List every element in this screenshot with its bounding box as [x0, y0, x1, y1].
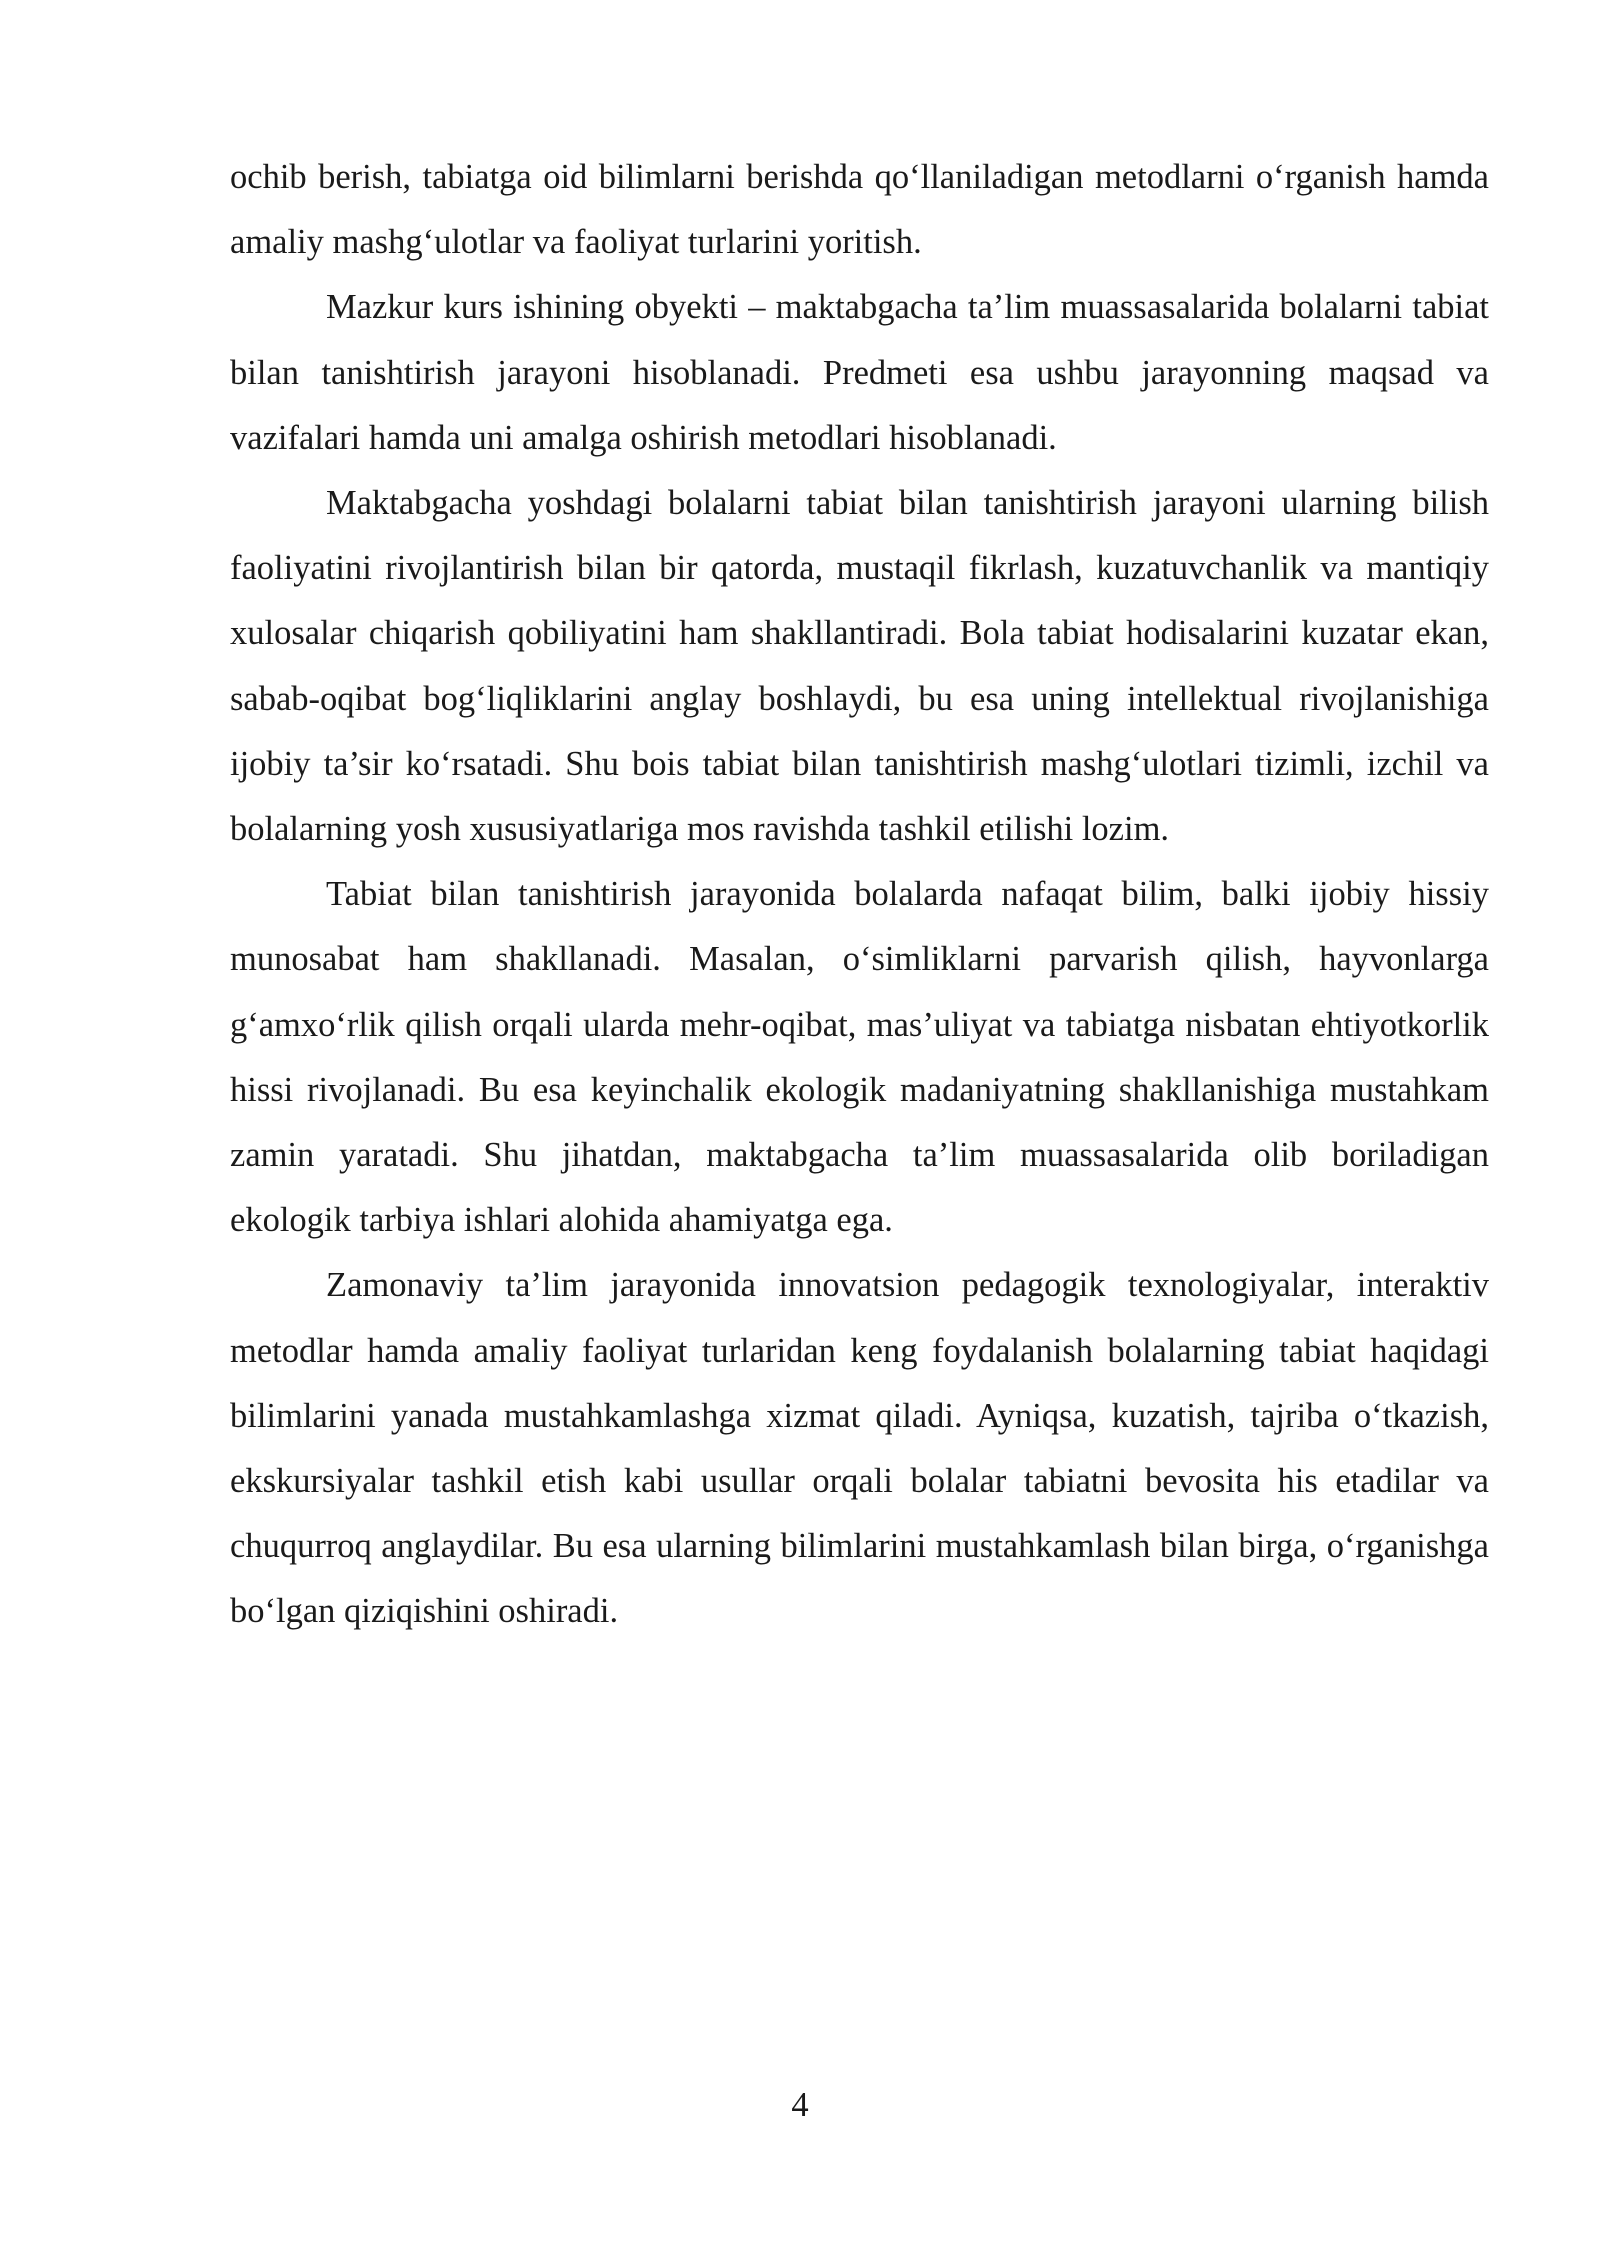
paragraph-modern-methods: Zamonaviy ta’lim jarayonida innovatsion pedagogik texnologiyalar, interaktiv metodlar hamda amaliy faoliyat turlaridan keng foydalanish bolalarning tabiat haqidagi bilimlarini yanada mustahkamlashga xizmat qiladi. Ayniqsa, kuzatish, tajriba o‘tkazish, ekskursiyalar tashkil etish kabi usullar orqali bolalar tabiatni bevosita his etadilar va chuqurroq anglaydilar. Bu esa ularning bilimlarini mustahkamlash bilan birga, o‘rganishga bo‘lgan qiziqishini oshiradi.	[230, 1266, 1489, 1631]
page-number: 4	[791, 2086, 809, 2124]
paragraph-cognitive-development: Maktabgacha yoshdagi bolalarni tabiat bilan tanishtirish jarayoni ularning bilish faoliyatini rivojlantirish bilan bir qatorda, mustaqil fikrlash, kuzatuvchanlik va mantiqiy xulosalar chiqarish qobiliyatini ham shakllantiradi. Bola tabiat hodisalarini kuzatar ekan, sabab-oqibat bog‘liqliklarini anglay boshlaydi, bu esa uning intellektual rivojlanishiga ijobiy ta’sir ko‘rsatadi. Shu bois tabiat bilan tanishtirish mashg‘ulotlari tizimli, izchil va bolalarning yosh xususiyatlariga mos ravishda tashkil etilishi lozim.	[230, 484, 1489, 849]
paragraph-emotional-attitude: Tabiat bilan tanishtirish jarayonida bolalarda nafaqat bilim, balki ijobiy hissiy munosabat ham shakllanadi. Masalan, o‘simliklarni parvarish qilish, hayvonlarga g‘amxo‘rlik qilish orqali ularda mehr-oqibat, mas’uliyat va tabiatga nisbatan ehtiyotkorlik hissi rivojlanadi. Bu esa keyinchalik ekologik madaniyatning shakllanishiga mustahkam zamin yaratadi. Shu jihatdan, maktabgacha ta’lim muassasalarida olib boriladigan ekologik tarbiya ishlari alohida ahamiyatga ega.	[230, 875, 1489, 1240]
paragraph-object-subject: Mazkur kurs ishining obyekti – maktabgacha ta’lim muassasalarida bolalarni tabiat bilan tanishtirish jarayoni hisoblanadi. Predmeti esa ushbu jarayonning maqsad va vazifalari hamda uni amalga oshirish metodlari hisoblanadi.	[230, 288, 1489, 457]
paragraph-continuation: ochib berish, tabiatga oid bilimlarni berishda qo‘llaniladigan metodlarni o‘rganish hamda amaliy mashg‘ulotlar va faoliyat turlarini yoritish.	[230, 158, 1489, 262]
body-text	[230, 145, 1489, 1645]
